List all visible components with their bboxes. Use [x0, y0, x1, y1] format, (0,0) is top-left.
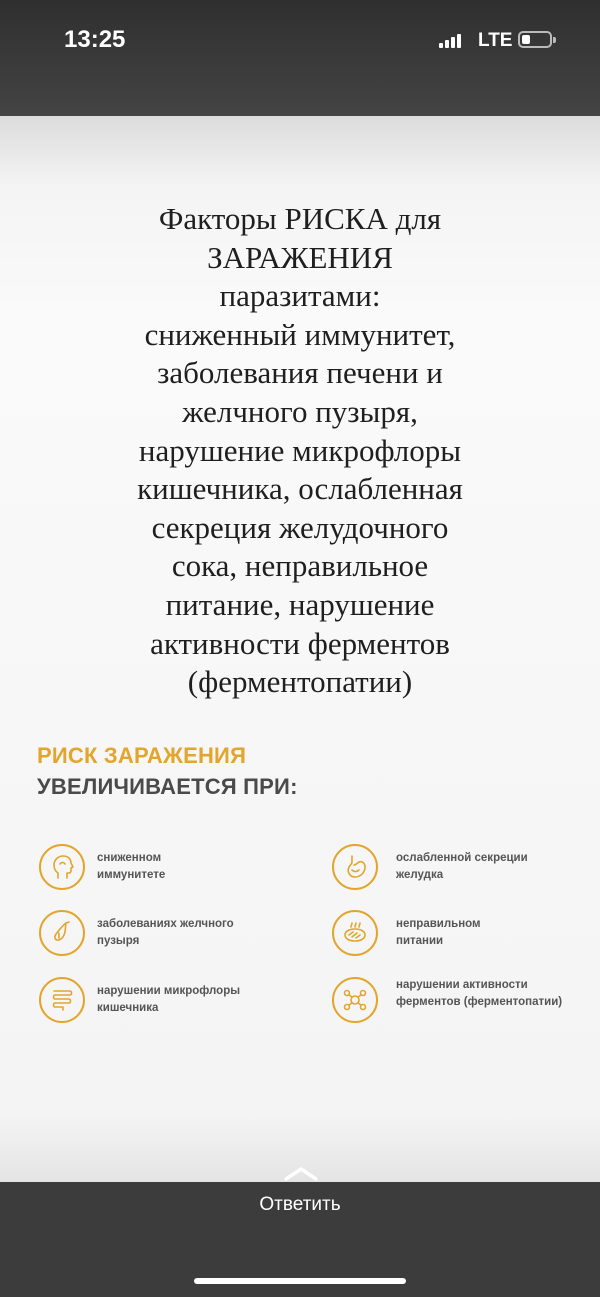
reply-button[interactable]: Ответить: [259, 1194, 341, 1215]
molecule-icon: [332, 977, 378, 1023]
risk-item-gallbladder: [39, 910, 299, 960]
main-text-line: активности ферментов: [150, 625, 450, 661]
main-text-line: ЗАРАЖЕНИЯ: [207, 239, 393, 275]
network-type: LTE: [478, 30, 513, 51]
main-text-line: секреция желудочного: [151, 509, 449, 545]
main-text-line: сока, неправильное: [171, 548, 429, 584]
risk-item-microflora: [39, 977, 299, 1027]
battery-icon: [518, 31, 552, 48]
item-label: нарушении активности: [396, 979, 528, 991]
status-bar: [0, 0, 600, 116]
main-text-line: питание, нарушение: [165, 586, 435, 622]
item-label: сниженном: [97, 852, 162, 864]
gallbladder-icon: [39, 910, 85, 956]
item-label: ферментов (ферментопатии): [396, 996, 563, 1008]
item-label: кишечника: [97, 1002, 159, 1014]
home-indicator[interactable]: [194, 1278, 406, 1284]
main-text-line: желчного пузыря,: [182, 393, 418, 429]
main-text: [0, 200, 600, 702]
risk-item-enzymes: [332, 977, 592, 1027]
main-text-line: кишечника, ослабленная: [137, 471, 463, 507]
story-content: [0, 116, 600, 1182]
stomach-icon: [332, 844, 378, 890]
item-label: желудка: [396, 869, 444, 881]
main-text-line: Факторы РИСКА для: [158, 201, 442, 236]
section-title-risk: РИСК ЗАРАЖЕНИЯ: [37, 743, 247, 768]
reply-bar: [0, 1182, 600, 1297]
item-label: питании: [396, 935, 444, 947]
signal-icon: [439, 34, 465, 48]
item-label: неправильном: [396, 918, 481, 930]
item-label: нарушении микрофлоры: [97, 985, 241, 997]
item-label: заболеваниях желчного: [97, 918, 234, 930]
head-icon: [39, 844, 85, 890]
main-text-line: сниженный иммунитет,: [144, 316, 456, 352]
intestine-icon: [39, 977, 85, 1023]
main-text-line: (ферментопатии): [187, 664, 413, 700]
main-text-line: паразитами:: [219, 278, 381, 314]
steak-icon: [332, 910, 378, 956]
status-time: 13:25: [64, 26, 126, 53]
risk-item-nutrition: [332, 910, 592, 960]
risk-item-stomach: [332, 844, 592, 894]
item-label: пузыря: [97, 935, 140, 947]
risk-item-immunity: [39, 844, 299, 894]
item-label: иммунитете: [97, 869, 166, 881]
item-label: ослабленной секреции: [396, 852, 528, 864]
main-text-line: заболевания печени и: [157, 355, 443, 391]
chevron-up-icon[interactable]: [283, 1164, 319, 1182]
section-title-increases: УВЕЛИЧИВАЕТСЯ ПРИ:: [37, 774, 298, 799]
main-text-line: нарушение микрофлоры: [138, 432, 462, 468]
